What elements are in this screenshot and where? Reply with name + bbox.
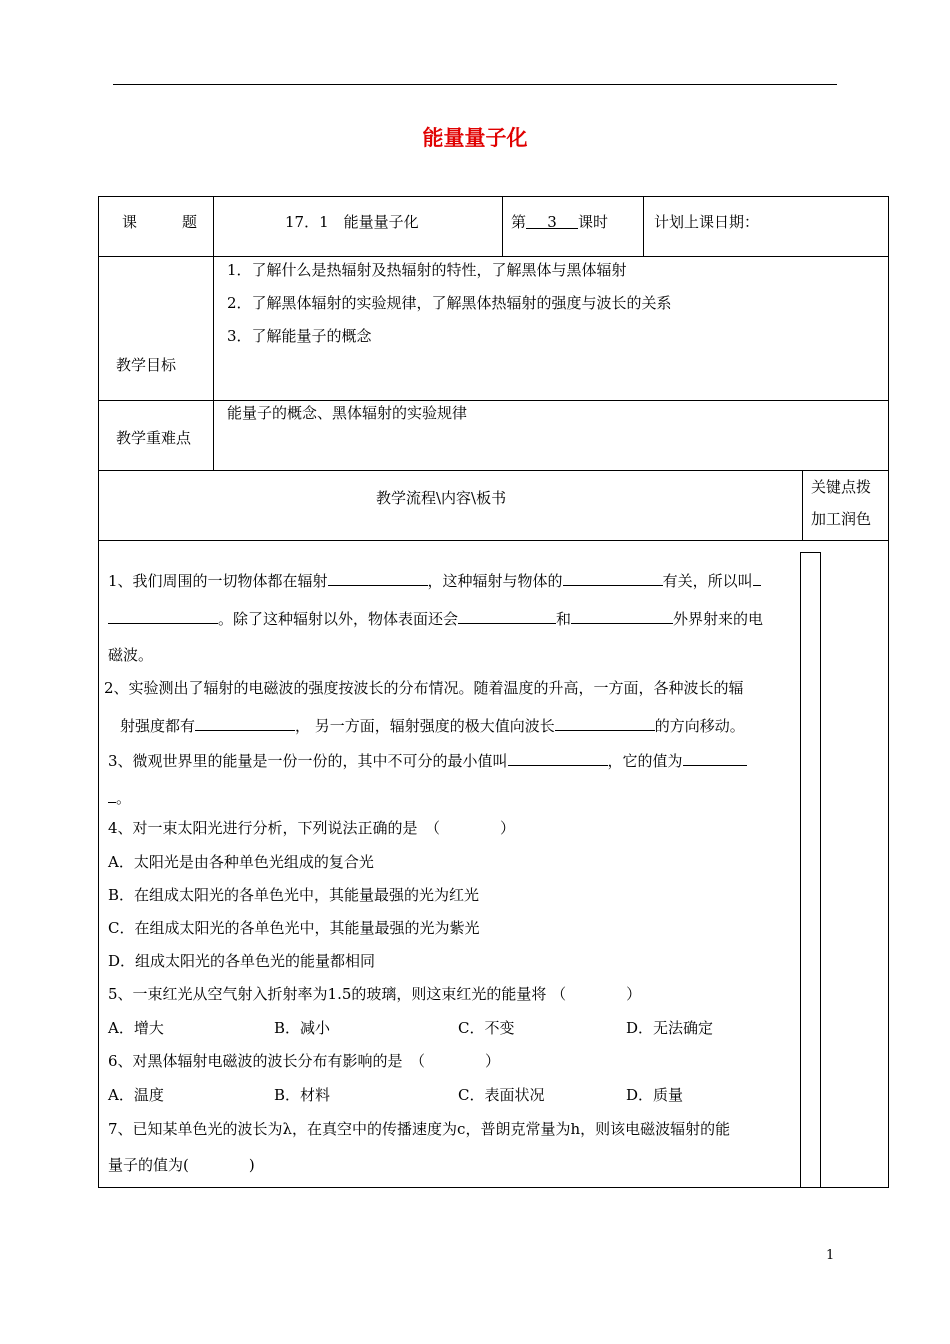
topic-label: 课 题 xyxy=(122,213,198,231)
answer-blank xyxy=(555,714,655,731)
option-b: B．在组成太阳光的各单色光中，其能量最强的光为红光 xyxy=(108,886,480,904)
objective-item: 3．了解能量子的概念 xyxy=(227,327,372,345)
question-1-line-2: 。除了这种辐射以外，物体表面还会 和 外界射来的电 xyxy=(108,607,763,629)
key-points-value: 能量子的概念、黑体辐射的实验规律 xyxy=(227,404,468,422)
row-divider xyxy=(98,400,889,401)
option-d: D．无法确定 xyxy=(626,1019,714,1037)
option-a: A．温度 xyxy=(108,1086,164,1104)
option-a: A．太阳光是由各种单色光组成的复合光 xyxy=(108,853,374,871)
header-rule xyxy=(113,84,837,85)
col-divider xyxy=(502,196,503,256)
question-7-line-2: 量子的值为( ) xyxy=(108,1156,255,1174)
option-b: B．材料 xyxy=(274,1086,331,1104)
option-b: B．减小 xyxy=(274,1019,331,1037)
side-column-right xyxy=(820,552,821,1188)
row-divider xyxy=(98,470,889,471)
question-2: 2、实验测出了辐射的电磁波的强度按波长的分布情况。随着温度的升高，一方面，各种波长的辐 xyxy=(104,679,744,697)
option-a: A．增大 xyxy=(108,1019,164,1037)
option-d: D．质量 xyxy=(626,1086,684,1104)
topic-value: 17．1 能量量子化 xyxy=(285,213,419,231)
answer-blank xyxy=(108,607,218,624)
col-divider xyxy=(802,470,803,540)
question-2-line-2: 射强度都有 ， 另一方面，辐射强度的极大值向波长 的方向移动。 xyxy=(120,714,745,736)
row-divider xyxy=(98,540,889,541)
question-5: 5、一束红光从空气射入折射率为1.5的玻璃，则这束红光的能量将 （ ） xyxy=(108,985,642,1003)
question-1-line-3: 磁波。 xyxy=(108,646,154,664)
option-c: C．在组成太阳光的各单色光中，其能量最强的光为紫光 xyxy=(108,919,480,937)
answer-blank xyxy=(683,749,747,766)
lesson-suffix: 课时 xyxy=(578,213,609,231)
question-3: 3、微观世界里的能量是一份一份的，其中不可分的最小值叫 ，它的值为 xyxy=(108,749,747,771)
side-column-top xyxy=(800,552,821,553)
answer-blank xyxy=(508,749,608,766)
answer-blank xyxy=(328,569,428,586)
objectives-label: 教学目标 xyxy=(116,356,177,374)
question-4: 4、对一束太阳光进行分析，下列说法正确的是 （ ） xyxy=(108,819,516,837)
lesson-prefix: 第 xyxy=(511,213,527,231)
answer-blank xyxy=(108,786,116,803)
lesson-count xyxy=(511,212,608,232)
side-header-1: 关键点拨 xyxy=(811,478,872,496)
option-c: C．表面状况 xyxy=(458,1086,545,1104)
side-column-divider xyxy=(800,552,801,1188)
lesson-number: 3 xyxy=(526,212,578,229)
col-divider xyxy=(643,196,644,256)
answer-blank xyxy=(195,714,295,731)
objective-item: 1．了解什么是热辐射及热辐射的特性，了解黑体与黑体辐射 xyxy=(227,261,627,279)
question-7: 7、已知某单色光的波长为λ，在真空中的传播速度为c，普朗克常量为h，则该电磁波辐射的能 xyxy=(108,1120,731,1138)
question-6: 6、对黑体辐射电磁波的波长分布有影响的是 （ ） xyxy=(108,1052,501,1070)
question-1: 1、我们周围的一切物体都在辐射 ，这种辐射与物体的 有关，所以叫 xyxy=(108,569,761,591)
answer-blank xyxy=(458,607,556,624)
option-c: C．不变 xyxy=(458,1019,515,1037)
objective-item: 2．了解黑体辐射的实验规律，了解黑体热辐射的强度与波长的关系 xyxy=(227,294,672,312)
plan-date-label: 计划上课日期： xyxy=(654,213,760,231)
answer-blank xyxy=(563,569,663,586)
col-divider xyxy=(213,196,214,470)
option-d: D．组成太阳光的各单色光的能量都相同 xyxy=(108,952,376,970)
question-3-line-2: 。 xyxy=(108,786,131,808)
row-divider xyxy=(98,256,889,257)
answer-blank xyxy=(753,569,761,586)
answer-blank xyxy=(571,607,673,624)
side-header-2: 加工润色 xyxy=(811,510,872,528)
page-number: 1 xyxy=(826,1248,835,1263)
flow-header: 教学流程\内容\板书 xyxy=(376,489,507,507)
key-points-label: 教学重难点 xyxy=(116,429,192,447)
page-title: 能量量子化 xyxy=(422,126,528,150)
